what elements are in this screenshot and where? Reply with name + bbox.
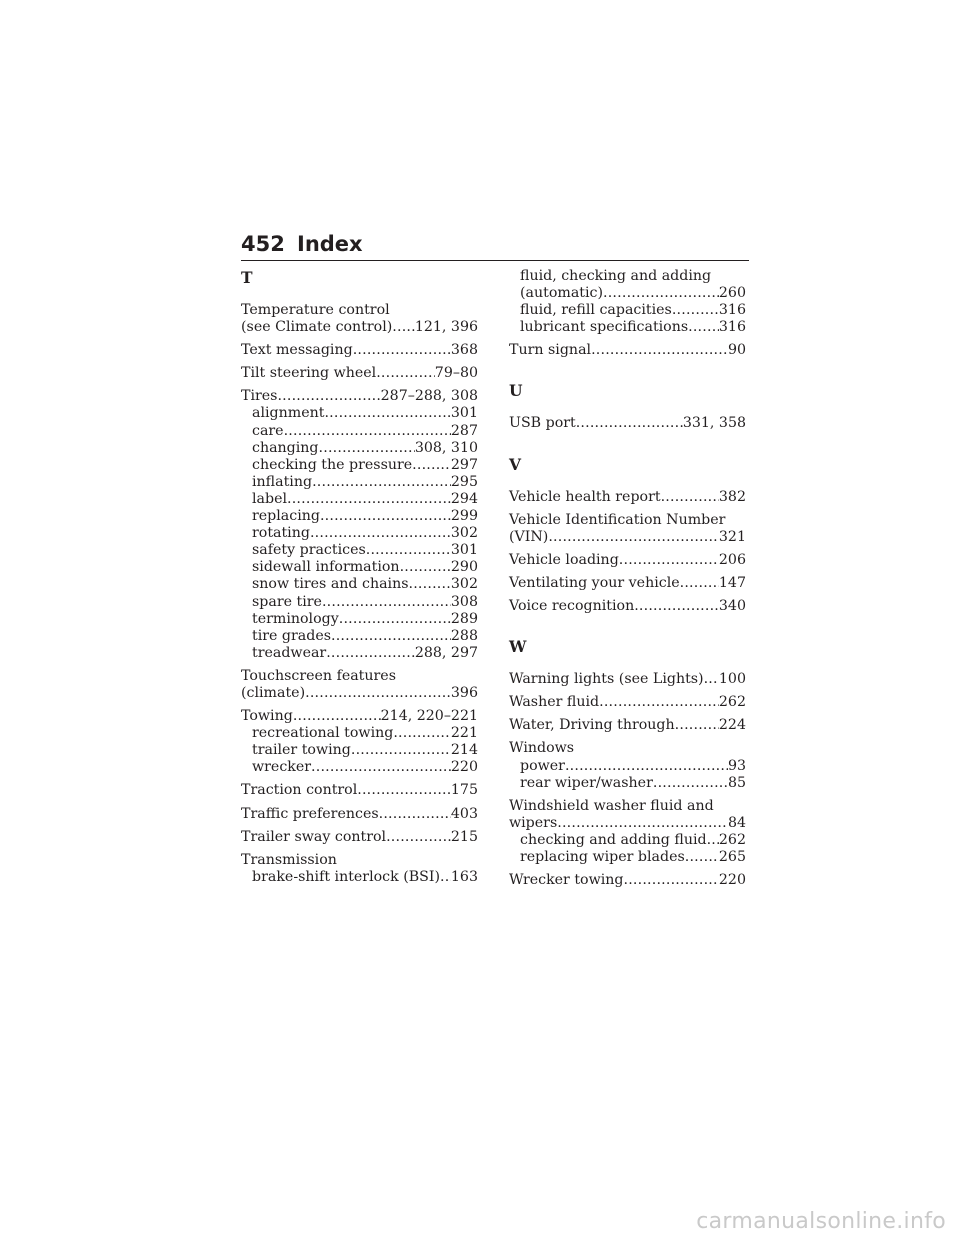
dot-leader	[320, 508, 451, 525]
index-line: fluid, checking and adding	[520, 268, 712, 284]
dot-leader	[331, 628, 451, 645]
page-ref: 287–288, 308	[380, 388, 478, 405]
index-term: alignment	[252, 405, 325, 422]
section-letter-v: V	[509, 454, 522, 474]
index-term: replacing	[252, 508, 320, 525]
index-subentry	[241, 491, 478, 508]
index-entry-towing	[241, 708, 478, 776]
dot-leader	[311, 759, 451, 776]
index-term: rear wiper/washer	[520, 774, 653, 791]
index-line	[509, 552, 746, 569]
index-column-left	[241, 268, 478, 892]
index-term: wipers	[509, 814, 558, 831]
page-ref: 316	[718, 319, 746, 336]
index-subentry	[509, 758, 746, 775]
dot-leader	[619, 552, 719, 569]
index-term: Towing	[241, 708, 293, 725]
index-column-right	[509, 268, 746, 895]
page-ref: 340	[718, 598, 746, 615]
index-line: Transmission	[241, 851, 337, 868]
index-subentry	[241, 742, 478, 759]
index-entry-washer-fluid	[509, 694, 746, 711]
index-term: Traction control	[241, 782, 358, 799]
page-ref: 297	[450, 456, 478, 473]
index-entry-windows	[509, 740, 746, 791]
dot-leader	[379, 806, 451, 823]
index-subentry	[509, 319, 746, 336]
index-term: Ventilating your vehicle	[509, 574, 680, 591]
index-entry-turn-signal	[509, 342, 746, 359]
dot-leader	[603, 285, 719, 302]
index-entry-tires	[241, 388, 478, 662]
page-ref: 147	[718, 574, 746, 591]
index-line	[509, 575, 746, 592]
index-entry-trailer-sway-control	[241, 829, 478, 846]
page-ref: 331, 358	[682, 415, 746, 432]
index-line	[509, 694, 746, 711]
page-ref: 302	[450, 525, 478, 542]
index-term: label	[252, 490, 288, 507]
index-term: Vehicle loading	[509, 551, 619, 568]
index-entry-text-messaging	[241, 342, 478, 359]
index-entry-transmission-continued	[509, 268, 746, 336]
index-term: trailer towing	[252, 742, 351, 759]
dot-leader	[680, 575, 719, 592]
dot-leader	[376, 365, 435, 382]
page-ref: 90	[727, 342, 746, 359]
index-term: Wrecker towing	[509, 872, 624, 889]
dot-leader	[305, 685, 451, 702]
page-ref: 308, 310	[414, 439, 478, 456]
index-term: treadwear	[252, 644, 327, 661]
page-ref: 301	[450, 405, 478, 422]
index-line	[241, 782, 478, 799]
page-ref: 215	[450, 828, 478, 845]
index-entry-vehicle-loading	[509, 552, 746, 569]
index-subentry	[241, 457, 478, 474]
page-ref: 214, 220–221	[380, 708, 478, 725]
dot-leader	[287, 491, 451, 508]
dot-leader	[277, 388, 380, 405]
dot-leader	[322, 594, 451, 611]
page-ref: 289	[450, 610, 478, 627]
dot-leader	[393, 725, 451, 742]
page-ref: 265	[718, 848, 746, 865]
index-term: care	[252, 422, 284, 439]
index-term: Traffic preferences	[241, 805, 379, 822]
page-ref: 221	[450, 725, 478, 742]
page-ref: 403	[450, 805, 478, 822]
page-ref: 93	[727, 757, 746, 774]
index-line	[241, 342, 478, 359]
dot-leader	[707, 832, 719, 849]
dot-leader	[685, 849, 719, 866]
index-subentry	[509, 302, 746, 319]
dot-leader	[653, 775, 728, 792]
index-entry-windshield-washer	[509, 798, 746, 866]
index-subentry	[241, 869, 478, 886]
index-subentry	[509, 285, 746, 302]
index-term: (VIN)	[509, 528, 549, 545]
page-ref: 163	[450, 868, 478, 885]
page-ref: 288, 297	[414, 644, 478, 661]
index-subentry	[241, 725, 478, 742]
page-ref: 299	[450, 508, 478, 525]
index-subentry	[241, 508, 478, 525]
index-line	[509, 598, 746, 615]
index-term: spare tire	[252, 593, 322, 610]
dot-leader	[319, 440, 415, 457]
page-ref: 287	[450, 422, 478, 439]
section-letter-w: W	[509, 637, 527, 657]
index-line	[509, 529, 746, 546]
dot-leader	[312, 474, 451, 491]
page-ref: 382	[718, 488, 746, 505]
index-entry-water-driving-through	[509, 717, 746, 734]
dot-leader	[310, 525, 451, 542]
index-term: (see Climate control)	[241, 319, 393, 336]
dot-leader	[400, 559, 451, 576]
dot-leader	[440, 869, 451, 886]
page-ref: 79–80	[434, 365, 478, 382]
index-entry-usb-port	[509, 415, 746, 432]
index-term: checking the pressure	[252, 456, 413, 473]
index-term: Trailer sway control	[241, 828, 387, 845]
index-entry-voice-recognition	[509, 598, 746, 615]
index-entry-traffic-preferences	[241, 806, 478, 823]
dot-leader	[624, 872, 719, 889]
dot-leader	[704, 671, 719, 688]
index-entry-vehicle-health-report	[509, 489, 746, 506]
page-ref: 260	[718, 285, 746, 302]
watermark: carmanualsonline.info	[696, 1209, 946, 1234]
index-line	[241, 365, 478, 382]
dot-leader	[392, 319, 415, 336]
dot-leader	[351, 742, 451, 759]
index-term: terminology	[252, 610, 339, 627]
index-entry-vehicle-identification-number	[509, 512, 746, 546]
page-ref: 262	[718, 694, 746, 711]
page-ref: 290	[450, 559, 478, 576]
index-subentry	[241, 559, 478, 576]
index-subentry	[241, 525, 478, 542]
page-ref: 396	[450, 684, 478, 701]
page-ref: 294	[450, 490, 478, 507]
index-subentry	[241, 628, 478, 645]
page-title: Index	[297, 232, 363, 256]
index-term: (automatic)	[520, 285, 604, 302]
page-ref: 301	[450, 542, 478, 559]
index-subentry	[241, 405, 478, 422]
index-line: Windows	[509, 740, 575, 757]
page-ref: 308	[450, 593, 478, 610]
page-ref: 302	[450, 576, 478, 593]
index-subentry	[241, 594, 478, 611]
index-term: Vehicle health report	[509, 488, 661, 505]
page-ref: 220	[718, 872, 746, 889]
dot-leader	[557, 815, 728, 832]
page-ref: 175	[450, 782, 478, 799]
dot-leader	[409, 576, 451, 593]
index-subentry	[509, 775, 746, 792]
index-term: snow tires and chains	[252, 576, 409, 593]
index-entry-traction-control	[241, 782, 478, 799]
index-term: (climate)	[241, 684, 306, 701]
index-term: sidewall information	[252, 559, 400, 576]
page-ref: 220	[450, 759, 478, 776]
dot-leader	[366, 542, 451, 559]
page-header	[241, 230, 749, 260]
dot-leader	[599, 694, 719, 711]
dot-leader	[591, 342, 728, 359]
index-line	[241, 829, 478, 846]
index-subentry	[241, 542, 478, 559]
page-ref: 262	[718, 831, 746, 848]
index-line	[509, 489, 746, 506]
dot-leader	[548, 529, 719, 546]
index-entry-tilt-steering-wheel	[241, 365, 478, 382]
index-term: Warning lights (see Lights)	[509, 671, 704, 688]
dot-leader	[324, 405, 450, 422]
dot-leader	[339, 611, 451, 628]
section-letter-u: U	[509, 381, 523, 401]
index-term: wrecker	[252, 759, 312, 776]
index-line	[241, 806, 478, 823]
page-ref: 206	[718, 551, 746, 568]
index-term: Washer fluid	[509, 694, 600, 711]
index-subentry	[241, 474, 478, 491]
index-term: tire grades	[252, 627, 332, 644]
page-ref: 85	[727, 774, 746, 791]
index-line: Temperature control	[241, 302, 390, 318]
dot-leader	[675, 717, 719, 734]
section-letter-t: T	[241, 268, 253, 287]
page-ref: 316	[718, 302, 746, 319]
index-entry-wrecker-towing	[509, 872, 746, 889]
index-term: rotating	[252, 525, 310, 542]
dot-leader	[576, 415, 683, 432]
index-term: checking and adding fluid	[520, 831, 707, 848]
page-ref: 214	[450, 742, 478, 759]
index-line	[509, 717, 746, 734]
index-line	[241, 388, 478, 405]
dot-leader	[688, 319, 719, 336]
dot-leader	[357, 782, 451, 799]
page-ref: 288	[450, 627, 478, 644]
index-entry-transmission	[241, 852, 478, 886]
header-rule	[241, 260, 749, 261]
dot-leader	[386, 829, 451, 846]
index-line	[509, 342, 746, 359]
index-line: Vehicle Identification Number	[509, 511, 726, 528]
page-number: 452	[241, 232, 285, 256]
index-term: power	[520, 757, 565, 774]
index-line: Windshield washer fluid and	[509, 797, 714, 814]
index-line: Touchscreen features	[241, 667, 396, 684]
index-subentry	[241, 759, 478, 776]
dot-leader	[634, 598, 719, 615]
index-line	[241, 685, 478, 702]
index-subentry	[509, 849, 746, 866]
index-term: Voice recognition	[509, 598, 635, 615]
index-term: inflating	[252, 473, 313, 490]
index-line	[509, 815, 746, 832]
page-ref: 84	[727, 814, 746, 831]
index-term: brake-shift interlock (BSI)	[252, 868, 441, 885]
index-entry-ventilating-your-vehicle	[509, 575, 746, 592]
page-ref: 321	[718, 528, 746, 545]
page-ref: 295	[450, 473, 478, 490]
index-subentry	[241, 576, 478, 593]
index-term: Tilt steering wheel	[241, 365, 377, 382]
index-term: Turn signal	[509, 342, 592, 359]
dot-leader	[672, 302, 719, 319]
index-subentry	[241, 611, 478, 628]
page-ref: 121, 396	[414, 319, 478, 336]
index-term: replacing wiper blades	[520, 848, 685, 865]
page-ref: 100	[718, 671, 746, 688]
index-term: lubricant specifications	[520, 319, 689, 336]
dot-leader	[661, 489, 719, 506]
index-line	[509, 415, 746, 432]
index-entry-warning-lights	[509, 671, 746, 688]
index-subentry	[509, 832, 746, 849]
index-line	[241, 708, 478, 725]
index-term: Water, Driving through	[509, 717, 675, 734]
index-entry-touchscreen-features	[241, 668, 478, 702]
index-term: Tires	[241, 388, 278, 405]
page-ref: 224	[718, 717, 746, 734]
dot-leader	[326, 645, 415, 662]
dot-leader	[565, 758, 728, 775]
dot-leader	[293, 708, 381, 725]
dot-leader	[284, 423, 451, 440]
index-line	[241, 319, 478, 336]
index-subentry	[241, 440, 478, 457]
index-term: fluid, refill capacities	[520, 302, 672, 319]
index-term: USB port	[509, 415, 576, 432]
index-line	[509, 671, 746, 688]
index-line	[509, 872, 746, 889]
index-entry-temperature-control	[241, 302, 478, 336]
index-term: recreational towing	[252, 725, 394, 742]
index-term: changing	[252, 439, 319, 456]
index-subentry	[241, 423, 478, 440]
dot-leader	[412, 457, 451, 474]
index-subentry	[241, 645, 478, 662]
page-ref: 368	[450, 342, 478, 359]
index-term: Text messaging	[241, 342, 353, 359]
index-term: safety practices	[252, 542, 366, 559]
dot-leader	[353, 342, 451, 359]
